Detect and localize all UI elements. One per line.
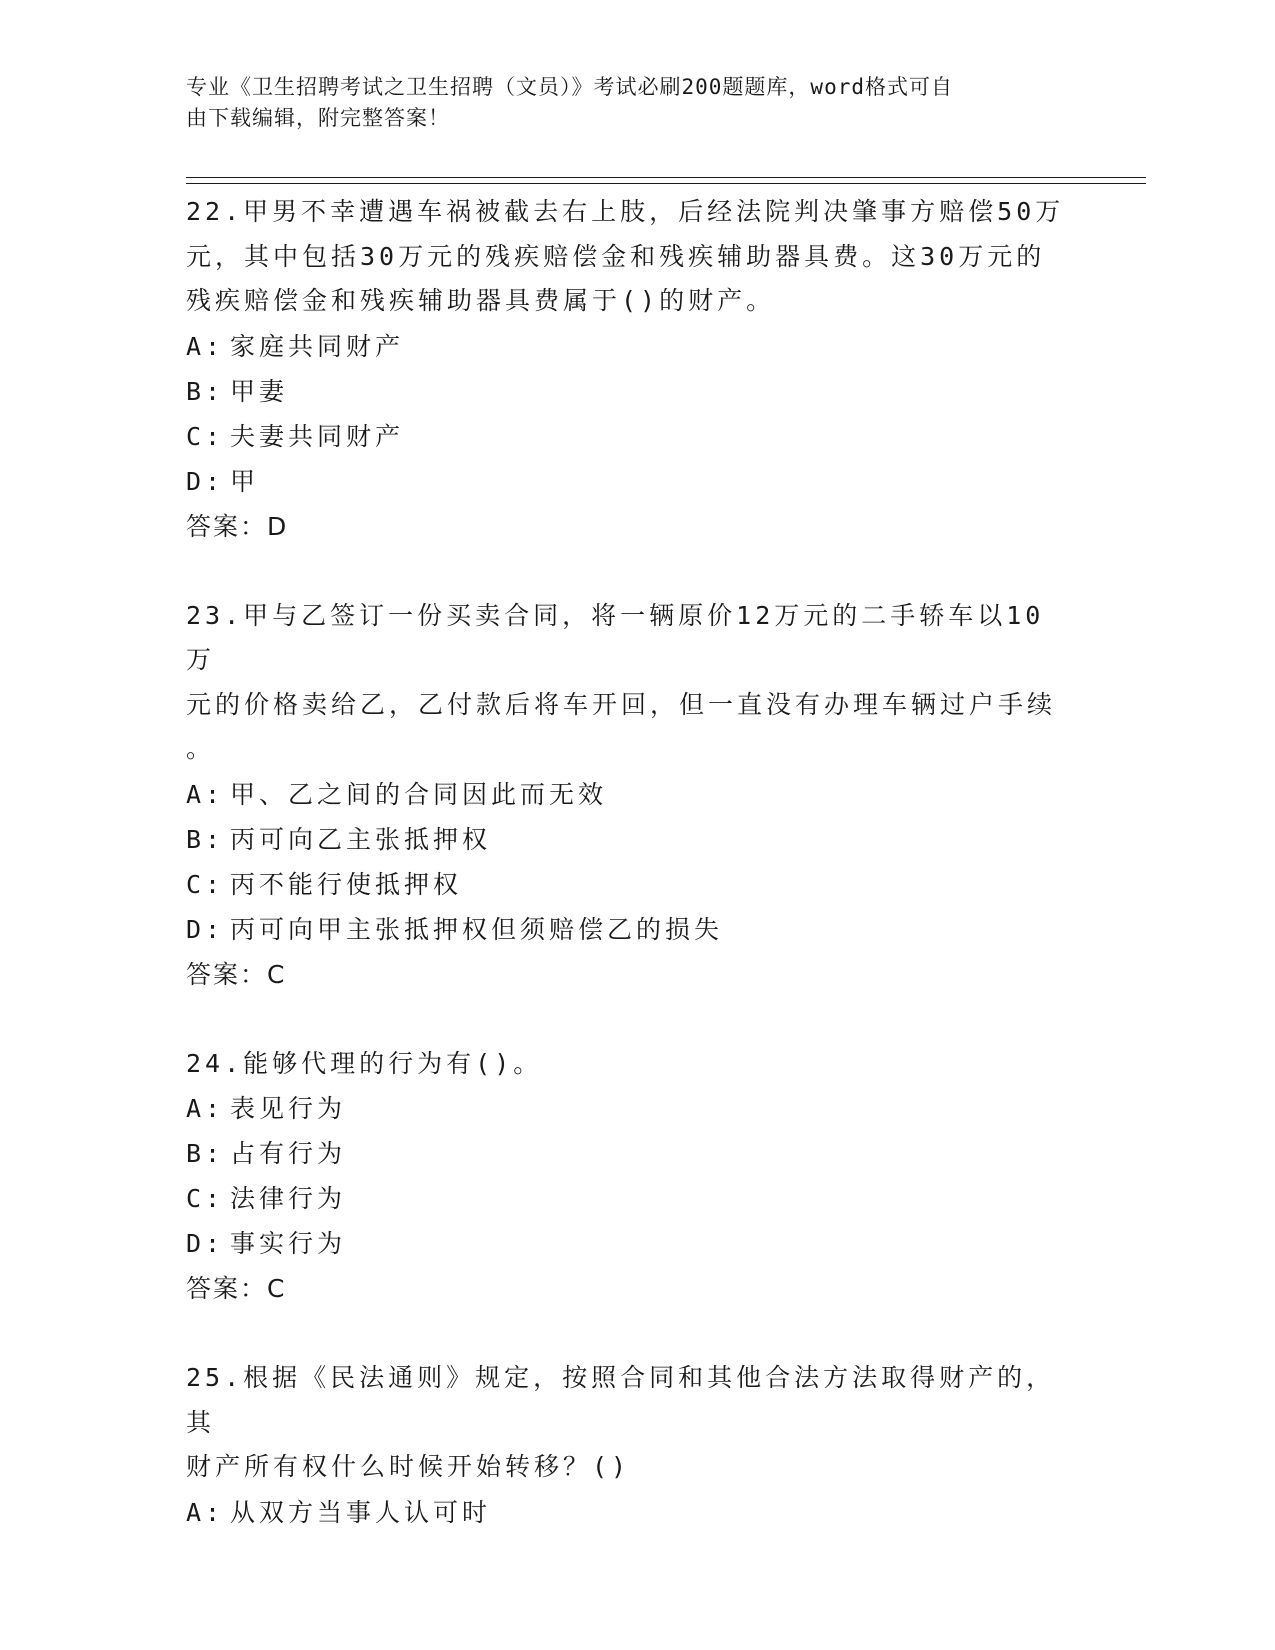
option-d — [186, 1221, 1066, 1266]
option-letter: C: — [186, 869, 225, 899]
option-d — [186, 907, 1066, 952]
stem-line: 23.甲与乙签订一份买卖合同，将一辆原价12万元的二手轿车以10万 — [186, 600, 1045, 674]
answer-line: 答案：C — [186, 959, 287, 989]
option-b — [186, 817, 1066, 862]
option-text: 丙可向甲主张抵押权但须赔偿乙的损失 — [230, 914, 724, 944]
stem-line: 元，其中包括30万元的残疾赔偿金和残疾辅助器具费。这30万元的 — [186, 241, 1046, 271]
stem-line: 残疾赔偿金和残疾辅助器具费属于()的财产。 — [186, 286, 776, 315]
option-letter: D: — [186, 1229, 225, 1258]
question-stem — [186, 190, 1066, 324]
option-text: 占有行为 — [230, 1139, 347, 1168]
stem-line: 。 — [186, 734, 216, 763]
option-letter: B: — [186, 1139, 225, 1168]
option-text: 夫妻共同财产 — [230, 421, 405, 451]
header-rule-top — [186, 177, 1146, 178]
option-letter: C: — [186, 421, 225, 451]
stem-line: 25.根据《民法通则》规定，按照合同和其他合法方法取得财产的，其 — [186, 1363, 1056, 1437]
stem-line: 24.能够代理的行为有()。 — [186, 1048, 543, 1078]
option-letter: B: — [186, 376, 225, 406]
stem-line: 财产所有权什么时候开始转移？() — [186, 1452, 631, 1481]
option-letter: A: — [186, 779, 225, 809]
option-d — [186, 459, 1066, 504]
option-a — [186, 1490, 1066, 1535]
question-25 — [186, 1356, 1066, 1535]
option-a — [186, 324, 1066, 369]
stem-line: 22.甲男不幸遭遇车祸被截去右上肢，后经法院判决肇事方赔偿50万 — [186, 197, 1065, 226]
option-text: 丙可向乙主张抵押权 — [230, 824, 492, 854]
answer-line: 答案：C — [186, 1274, 287, 1303]
question-list — [186, 190, 1066, 1579]
option-c — [186, 1176, 1066, 1221]
option-text: 从双方当事人认可时 — [230, 1497, 492, 1527]
stem-line: 元的价格卖给乙，乙付款后将车开回，但一直没有办理车辆过户手续 — [186, 689, 1057, 719]
option-letter: A: — [186, 331, 225, 361]
header-line-1: 专业《卫生招聘考试之卫生招聘（文员）》考试必刷200题题库，word格式可自 — [186, 75, 953, 99]
question-stem — [186, 1356, 1066, 1490]
option-b — [186, 369, 1066, 414]
option-text: 法律行为 — [230, 1184, 347, 1213]
header-line-2: 由下载编辑，附完整答案！ — [186, 106, 450, 130]
option-letter: D: — [186, 466, 225, 496]
option-a — [186, 1086, 1066, 1131]
header-rule-bottom — [186, 183, 1146, 184]
question-22 — [186, 190, 1066, 550]
option-text: 丙不能行使抵押权 — [230, 869, 463, 899]
option-text: 事实行为 — [230, 1229, 347, 1258]
option-text: 表见行为 — [230, 1094, 347, 1123]
option-text: 甲妻 — [230, 376, 289, 406]
question-stem — [186, 594, 1066, 772]
question-24 — [186, 1042, 1066, 1313]
option-letter: D: — [186, 914, 225, 944]
option-letter: C: — [186, 1184, 225, 1213]
question-stem — [186, 1042, 1066, 1087]
question-23 — [186, 594, 1066, 998]
option-letter: A: — [186, 1497, 225, 1527]
document-header — [186, 72, 1066, 134]
option-text: 甲、乙之间的合同因此而无效 — [230, 779, 608, 809]
option-text: 家庭共同财产 — [230, 331, 405, 361]
option-text: 甲 — [230, 466, 260, 496]
answer-line: 答案：D — [186, 511, 289, 541]
option-b — [186, 1131, 1066, 1176]
option-a — [186, 772, 1066, 817]
option-c — [186, 414, 1066, 459]
option-c — [186, 862, 1066, 907]
option-letter: A: — [186, 1094, 225, 1123]
option-letter: B: — [186, 824, 225, 854]
